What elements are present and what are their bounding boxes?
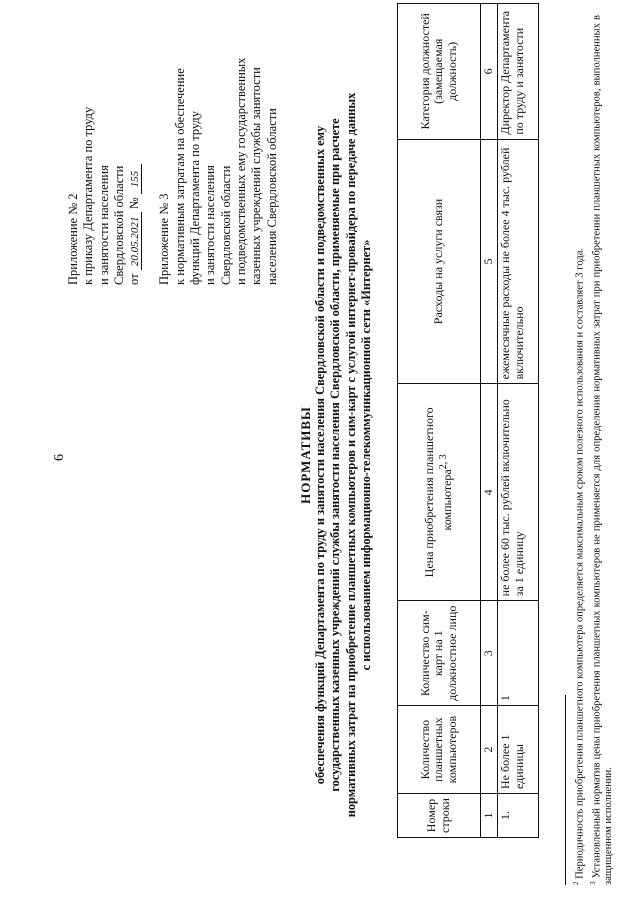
appendix-line: и занятости населения bbox=[203, 165, 218, 285]
table-cell: 1. bbox=[498, 794, 539, 838]
document-title bbox=[298, 25, 374, 885]
norms-table bbox=[397, 3, 539, 838]
column-index: 6 bbox=[481, 4, 498, 140]
appendix-line: к приказу Департамента по труду bbox=[81, 106, 96, 285]
column-index: 5 bbox=[481, 139, 498, 384]
title-line: нормативных затрат на приобретение планшетных компьютеров и сим-карт с услугой интернет-провайдера по передаче данных bbox=[343, 92, 358, 818]
title-main: НОРМАТИВЫ bbox=[298, 406, 313, 504]
footnote-rule bbox=[565, 695, 566, 885]
column-index: 4 bbox=[481, 384, 498, 601]
order-date-handwritten: 20.05.2021 bbox=[129, 212, 142, 270]
title-line: обеспечения функций Департамента по труду и занятости населения Свердловской области и подведомственных ему bbox=[313, 125, 328, 785]
column-header: Расходы на услуги связи bbox=[398, 139, 481, 384]
footnotes bbox=[565, 15, 615, 885]
norm-appendix-block bbox=[157, 15, 279, 285]
table-cell: Директор Департамента по труду и занятости bbox=[498, 4, 539, 140]
column-header: Количество планшетных компьютеров bbox=[398, 706, 481, 794]
number-prefix: № bbox=[127, 197, 142, 210]
title-line: с использованием информационно-телекоммуникационной сети «Интернет» bbox=[358, 239, 373, 671]
table-row bbox=[498, 4, 539, 838]
table-cell: не более 60 тыс. рублей включительно за 1 единицу bbox=[498, 384, 539, 601]
column-index-row bbox=[481, 4, 498, 838]
footnote-text: Установленный норматив цены приобретения планшетных компьютеров не применяется для определения нормативных затрат при приобретении планшетных компьютеров, выполненных в защищенном исполнении. bbox=[591, 15, 615, 885]
appendix-line: и занятости населения bbox=[96, 165, 111, 285]
column-index: 3 bbox=[481, 601, 498, 706]
footnote-mark: 3 bbox=[588, 881, 597, 885]
order-appendix-block bbox=[66, 15, 142, 285]
appendix-header bbox=[66, 15, 295, 285]
date-prefix: от bbox=[127, 273, 142, 285]
order-date-line bbox=[127, 15, 142, 285]
footnote-mark: 2 bbox=[572, 881, 580, 885]
column-header-text: Цена приобретения планшетного компьютера bbox=[422, 407, 454, 578]
column-index: 1 bbox=[481, 794, 498, 838]
column-header: Количество сим-карт на 1 должностное лицо bbox=[398, 601, 481, 706]
table-cell: ежемесячные расходы не более 4 тыс. рублей включительно bbox=[498, 139, 539, 384]
column-header-price bbox=[398, 384, 481, 601]
appendix-line: и подведомственных ему государственных bbox=[233, 57, 248, 285]
table-cell: 1 bbox=[498, 601, 539, 706]
footnote-ref: 2, 3 bbox=[438, 454, 449, 470]
footnote-text: Периодичность приобретения планшетного компьютера определяется максимальным сроком полезного использования и составляет 3 года. bbox=[574, 247, 586, 879]
column-index: 2 bbox=[481, 706, 498, 794]
footnote bbox=[570, 15, 587, 885]
appendix-line: функций Департамента по труду bbox=[188, 111, 203, 285]
title-line: государственных казенных учреждений службы занятости населения Свердловской области, применяемые при расчете bbox=[328, 118, 343, 792]
table-cell: Не более 1 единицы bbox=[498, 706, 539, 794]
appendix-line: населения Свердловской области bbox=[264, 108, 279, 285]
appendix-line: казенных учреждений службы занятости bbox=[249, 67, 264, 285]
appendix-line: Свердловской области bbox=[111, 165, 126, 285]
appendix-line: Свердловской области bbox=[218, 165, 233, 285]
appendix-line: к нормативным затратам на обеспечение bbox=[172, 68, 187, 285]
footnote bbox=[587, 15, 616, 885]
table-header-row bbox=[398, 4, 481, 838]
appendix-line: Приложение № 2 bbox=[66, 193, 80, 285]
column-header: Номер строки bbox=[398, 794, 481, 838]
order-number-handwritten: 155 bbox=[129, 164, 142, 194]
page-number: 6 bbox=[52, 454, 67, 461]
column-header: Категория должностей (замещаемая должность) bbox=[398, 4, 481, 140]
appendix-line: Приложение № 3 bbox=[157, 193, 172, 285]
